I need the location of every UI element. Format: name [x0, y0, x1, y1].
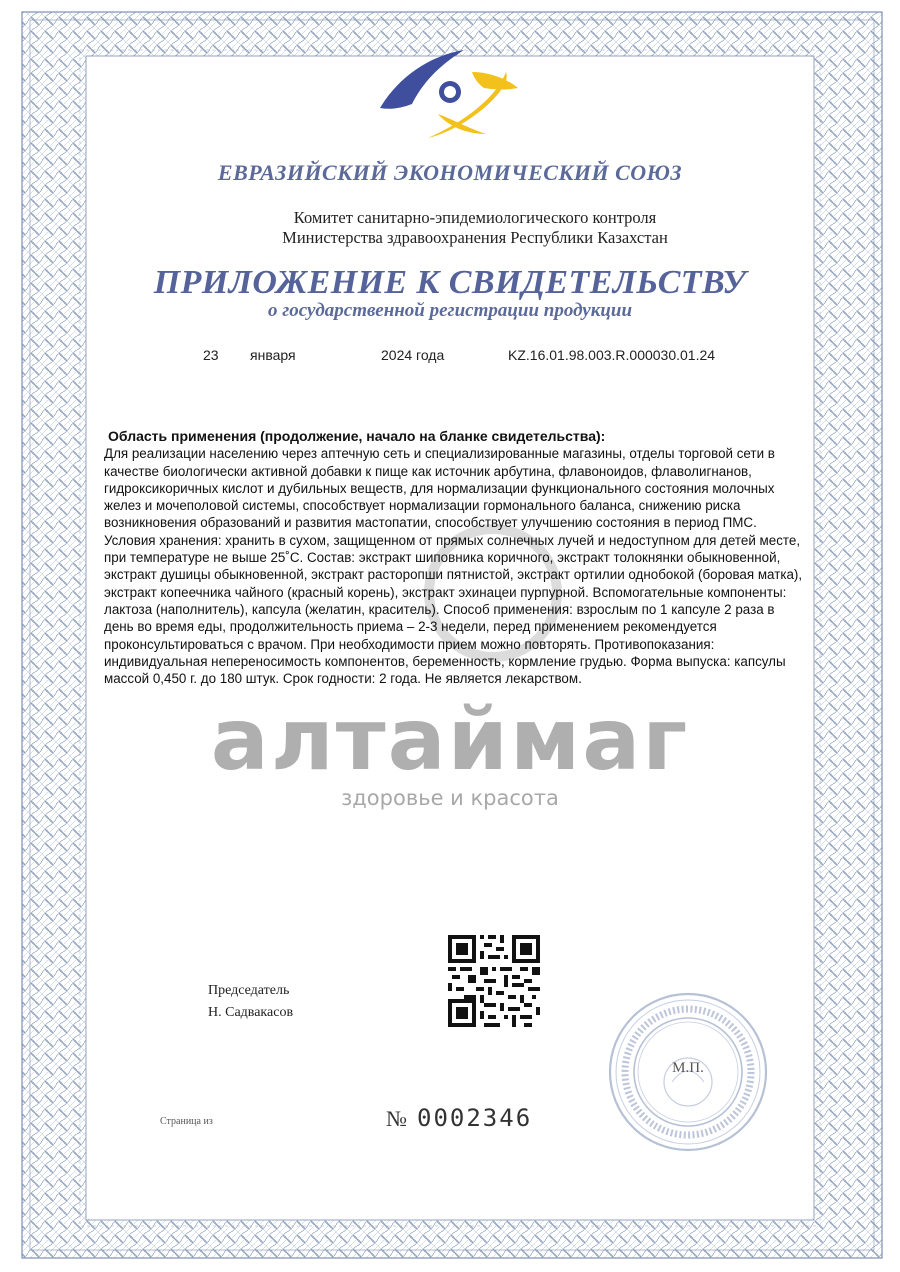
- serial-value: 0002346: [417, 1104, 533, 1132]
- application-scope: [104, 428, 804, 687]
- serial-number: [386, 1104, 532, 1132]
- document-title: ПРИЛОЖЕНИЕ К СВИДЕТЕЛЬСТВУ: [153, 264, 747, 301]
- page-note: Страница из: [160, 1116, 213, 1127]
- scope-text: Для реализации населению через аптечную сеть и специализированные магазины, отделы торговой сети в качестве биологически активной добавки к пище как источник арбутина, флавоноидов, флаволигнанов, гидроксикоричных кислот и дубильных веществ, для нормализации функционального состояния молочных желез и мочеполовой системы, способствует нормализации гормонального баланса, снижению риска возникновения образований и развития мастопатии, способствует улучшению состояния в период ПМС. Условия хранения: хранить в сухом, защищенном от прямых солнечных лучей и недоступном для детей месте, при температуре не выше 25˚С. Состав: экстракт шиповника коричного, экстракт толокнянки обыкновенной, экстракт душицы обыкновенной, экстракт расторопши пятнистой, экстракт ортилии однобокой (боровая матка), экстракт копеечника чайного (красный корень), экстракт эхинацеи пурпурной. Вспомогательные компоненты: лактоза (наполнитель), капсула (желатин, краситель). Способ применения: взрослым по 1 капсуле 2 раза в день во время еды, продолжительность приема – 2-3 недели, перед применением рекомендуется проконсультироваться с врачом. При необходимости прием можно повторять. Противопоказания: индивидуальная непереносимость компонентов, беременность, кормление грудью. Форма выпуска: капсулы массой 0,450 г. до 180 штук. Срок годности: 2 года. Не является лекарством.: [104, 446, 803, 687]
- number-sign: №: [386, 1106, 407, 1131]
- committee-line-2: Министерства здравоохранения Республики Казахстан: [282, 228, 668, 247]
- scope-heading: Область применения (продолжение, начало на бланке свидетельства):: [108, 428, 606, 444]
- qr-code-icon: [448, 935, 540, 1027]
- committee-name: [0, 208, 900, 248]
- date-month: января: [250, 347, 296, 363]
- signer-name: Н. Садвакасов: [208, 1005, 294, 1020]
- committee-line-1: Комитет санитарно-эпидемиологического контроля: [293, 208, 657, 227]
- date-day: 23: [203, 347, 219, 363]
- signer-role: Председатель: [208, 983, 290, 998]
- watermark-tagline: здоровье и красота: [341, 786, 559, 810]
- registration-number: KZ.16.01.98.003.R.000030.01.24: [508, 347, 716, 363]
- seal-label: М.П.: [672, 1060, 704, 1076]
- date-year: 2024 года: [381, 347, 445, 363]
- document-subtitle: о государственной регистрации продукции: [267, 300, 633, 321]
- eaeu-emblem-icon: [368, 38, 532, 144]
- official-seal-icon: [606, 990, 770, 1154]
- union-title: ЕВРАЗИЙСКИЙ ЭКОНОМИЧЕСКИЙ СОЮЗ: [217, 160, 683, 185]
- watermark-brand: алтаймаг: [210, 690, 690, 790]
